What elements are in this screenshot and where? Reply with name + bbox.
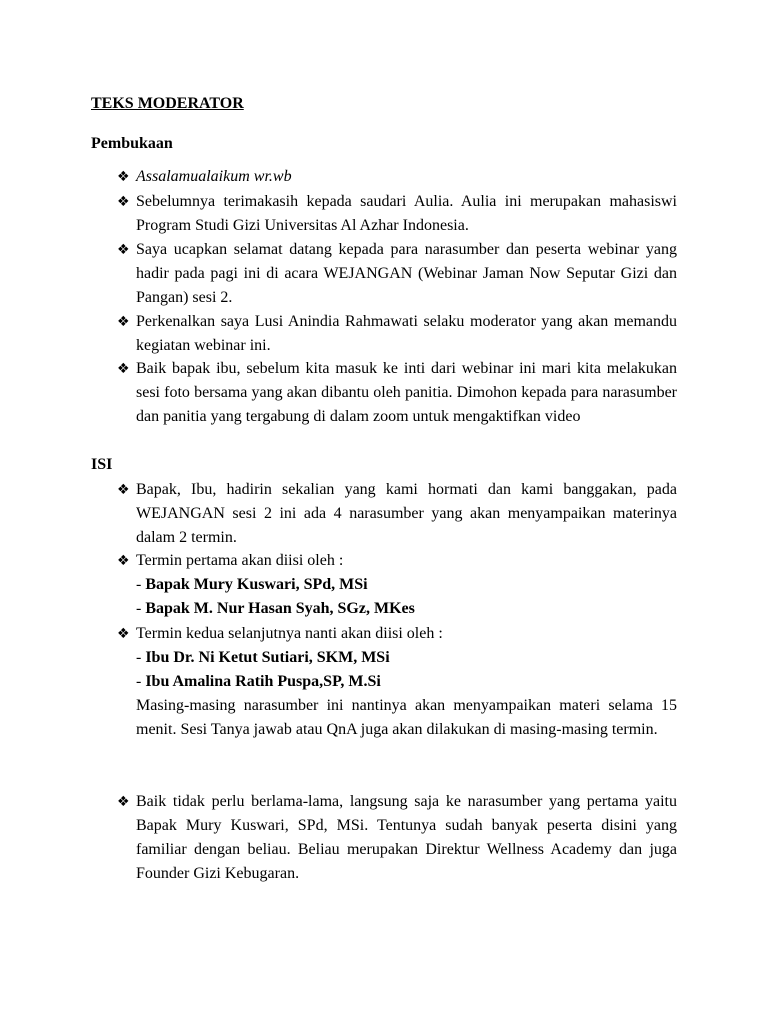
list-item: [117, 238, 677, 310]
list-item-text: Baik bapak ibu, sebelum kita masuk ke inti dari webinar ini mari kita melakukan sesi foto bersama yang akan dibantu oleh panitia. Dimohon kepada para narasumber dan panitia yang tergabung di dalam zoom untuk mengaktifkan video: [136, 360, 677, 425]
speaker-name: Bapak M. Nur Hasan Syah, SGz, MKes: [145, 600, 415, 617]
speaker-line: - Bapak Mury Kuswari, SPd, MSi: [136, 576, 368, 593]
diamond-bullet-icon: ❖: [117, 626, 130, 642]
speaker-line: - Ibu Dr. Ni Ketut Sutiari, SKM, MSi: [136, 649, 390, 666]
diamond-bullet-icon: ❖: [117, 361, 130, 377]
list-item-text: Termin kedua selanjutnya nanti akan diisi oleh :: [136, 625, 443, 642]
list-item: [117, 549, 677, 573]
diamond-bullet-icon: ❖: [117, 553, 130, 569]
list-item: [117, 165, 677, 189]
diamond-bullet-icon: ❖: [117, 794, 130, 810]
list-item-text: Perkenalkan saya Lusi Anindia Rahmawati selaku moderator yang akan memandu kegiatan webinar ini.: [136, 313, 677, 354]
list-item: [117, 478, 677, 550]
diamond-bullet-icon: ❖: [117, 482, 130, 498]
list-item-text: Sebelumnya terimakasih kepada saudari Aulia. Aulia ini merupakan mahasiswi Program Studi Gizi Universitas Al Azhar Indonesia.: [136, 193, 677, 234]
list-item: [117, 790, 677, 886]
list-item: [117, 357, 677, 429]
speaker-line: - Bapak M. Nur Hasan Syah, SGz, MKes: [136, 600, 415, 617]
diamond-bullet-icon: ❖: [117, 314, 130, 330]
diamond-bullet-icon: ❖: [117, 194, 130, 210]
diamond-bullet-icon: ❖: [117, 242, 130, 258]
list-item: [117, 622, 677, 646]
section-heading-content: ISI: [91, 456, 113, 473]
speaker-name: Ibu Dr. Ni Ketut Sutiari, SKM, MSi: [145, 649, 390, 666]
paragraph-text: Masing-masing narasumber ini nantinya akan menyampaikan materi selama 15 menit. Sesi Tanya jawab atau QnA juga akan dilakukan di masing-masing termin.: [136, 697, 677, 738]
list-item-text: Bapak, Ibu, hadirin sekalian yang kami hormati dan kami banggakan, pada WEJANGAN sesi 2 ini ada 4 narasumber yang akan menyampaikan materinya dalam 2 termin.: [136, 481, 677, 546]
diamond-bullet-icon: ❖: [117, 169, 130, 185]
list-item-text: Baik tidak perlu berlama-lama, langsung saja ke narasumber yang pertama yaitu Bapak Mury Kuswari, SPd, MSi. Tentunya sudah banyak peserta disini yang familiar dengan beliau. Beliau merupakan Direktur Wellness Academy dan juga Founder Gizi Kebugaran.: [136, 793, 677, 882]
list-item-text: Saya ucapkan selamat datang kepada para narasumber dan peserta webinar yang hadir pada pagi ini di acara WEJANGAN (Webinar Jaman Now Seputar Gizi dan Pangan) sesi 2.: [136, 241, 677, 306]
document-title: TEKS MODERATOR: [91, 95, 244, 112]
section-heading-opening: Pembukaan: [91, 135, 173, 152]
speaker-name: Ibu Amalina Ratih Puspa,SP, M.Si: [145, 673, 381, 690]
list-item-text: Termin pertama akan diisi oleh :: [136, 552, 344, 569]
speaker-name: Bapak Mury Kuswari, SPd, MSi: [145, 576, 368, 593]
list-item: [117, 190, 677, 238]
speaker-line: - Ibu Amalina Ratih Puspa,SP, M.Si: [136, 673, 381, 690]
list-item: [117, 310, 677, 358]
list-item-text: Assalamualaikum wr.wb: [136, 168, 292, 185]
